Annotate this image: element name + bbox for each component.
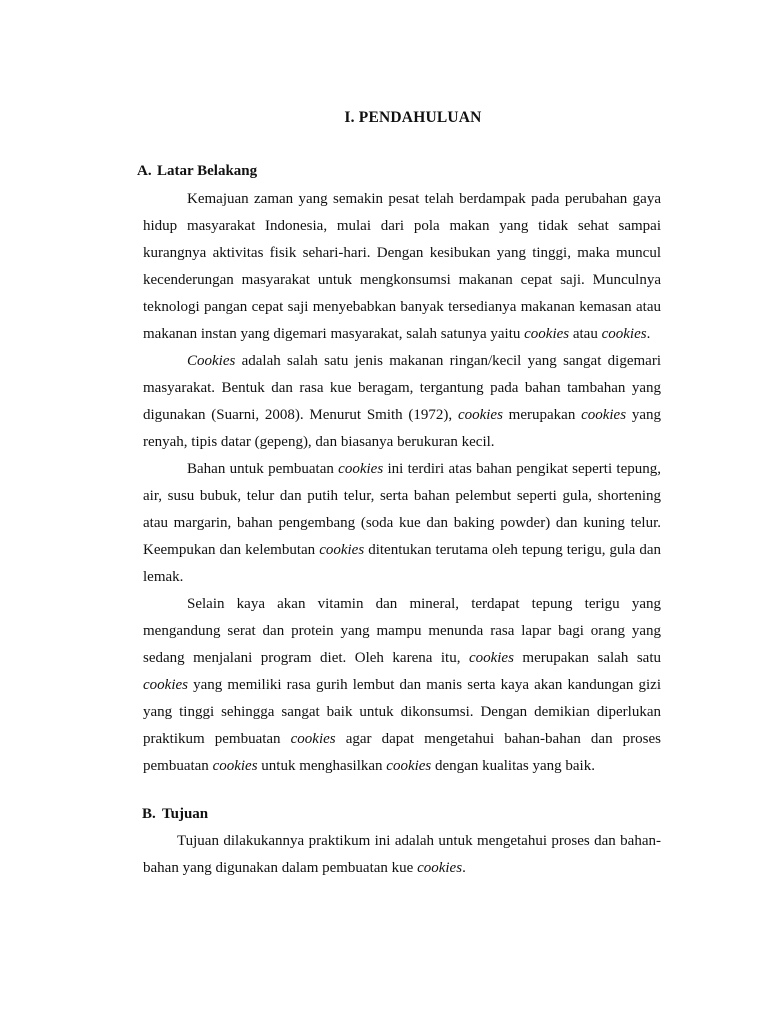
italic-term: cookies [417,860,463,876]
text-segment: merupakan [502,407,582,423]
paragraph [143,186,661,348]
italic-term: cookies [319,542,365,558]
paragraph [143,591,661,780]
text-segment: merupakan salah satu [513,650,661,666]
paragraph [143,348,661,456]
italic-term: cookies [338,461,384,477]
italic-term: cookies [143,677,188,693]
text-segment: ditentukan terutama oleh tepung terigu, gula dan lemak. [143,542,661,585]
section-heading-latar-belakang [137,163,257,180]
section-title: Tujuan [162,806,209,822]
italic-term: cookies [457,407,503,423]
text-segment: Bahan untuk pembuatan [187,461,339,477]
italic-term: cookies [601,326,647,342]
text-segment: atau [569,326,602,342]
section-heading-tujuan [142,806,208,823]
paragraph [143,456,661,591]
italic-term: Cookies [187,353,236,369]
text-segment: yang renyah, tipis datar (gepeng), dan biasanya berukuran kecil. [143,407,661,450]
text-segment: agar dapat mengetahui bahan-bahan dan proses pembuatan [143,731,661,774]
italic-term: cookies [468,650,514,666]
italic-term: cookies [386,758,432,774]
text-segment: Tujuan dilakukannya praktikum ini adalah untuk mengetahui proses dan bahan-bahan yang digunakan dalam pembuatan kue [143,833,661,876]
section-marker: B. [142,806,156,822]
text-segment: dengan kualitas yang baik. [431,758,595,774]
italic-term: cookies [212,758,258,774]
section-title: Latar Belakang [157,163,258,179]
text-segment: untuk menghasilkan [257,758,387,774]
section-marker: A. [137,163,152,179]
italic-term: cookies [581,407,627,423]
text-segment: adalah salah satu jenis makanan ringan/kecil yang sangat digemari masyarakat. Bentuk dan rasa kue beragam, tergantung pada bahan tambahan yang digunakan (Suarni, 2008). Menurut Smith (1972), [143,353,661,423]
chapter-title: I. PENDAHULUAN [344,109,482,126]
text-segment: ini terdiri atas bahan pengikat seperti tepung, air, susu bubuk, telur dan putih telur, serta bahan pelembut seperti gula, shortening atau margarin, bahan pengembang (soda kue dan baking powder) dan kuning telur. Keempukan dan kelembutan [143,461,661,558]
paragraph [143,828,661,882]
text-segment: Selain kaya akan vitamin dan mineral, terdapat tepung terigu yang mengandung serat dan protein yang mampu menunda rasa lapar bagi orang yang sedang menjalani program diet. Oleh karena itu, [143,596,661,666]
text-segment: . [646,326,651,342]
section-body-tujuan [143,828,661,882]
text-segment: . [462,860,466,876]
text-segment: Kemajuan zaman yang semakin pesat telah berdampak pada perubahan gaya hidup masyarakat Indonesia, mulai dari pola makan yang tidak sehat sampai kurangnya aktivitas fisik sehari-hari. Dengan kesibukan yang tinggi, maka muncul kecenderungan masyarakat untuk mengkonsumsi makanan cepat saji. Munculnya teknologi pangan cepat saji menyebabkan banyak tersedianya makanan kemasan atau makanan instan yang digemari masyarakat, salah satunya yaitu [143,191,661,342]
italic-term: cookies [290,731,336,747]
italic-term: cookies [524,326,570,342]
section-body-latar-belakang [143,186,661,780]
text-segment: yang memiliki rasa gurih lembut dan manis serta kaya akan kandungan gizi yang tinggi sehingga sangat baik untuk dikonsumsi. Dengan demikian diperlukan praktikum pembuatan [143,677,661,747]
